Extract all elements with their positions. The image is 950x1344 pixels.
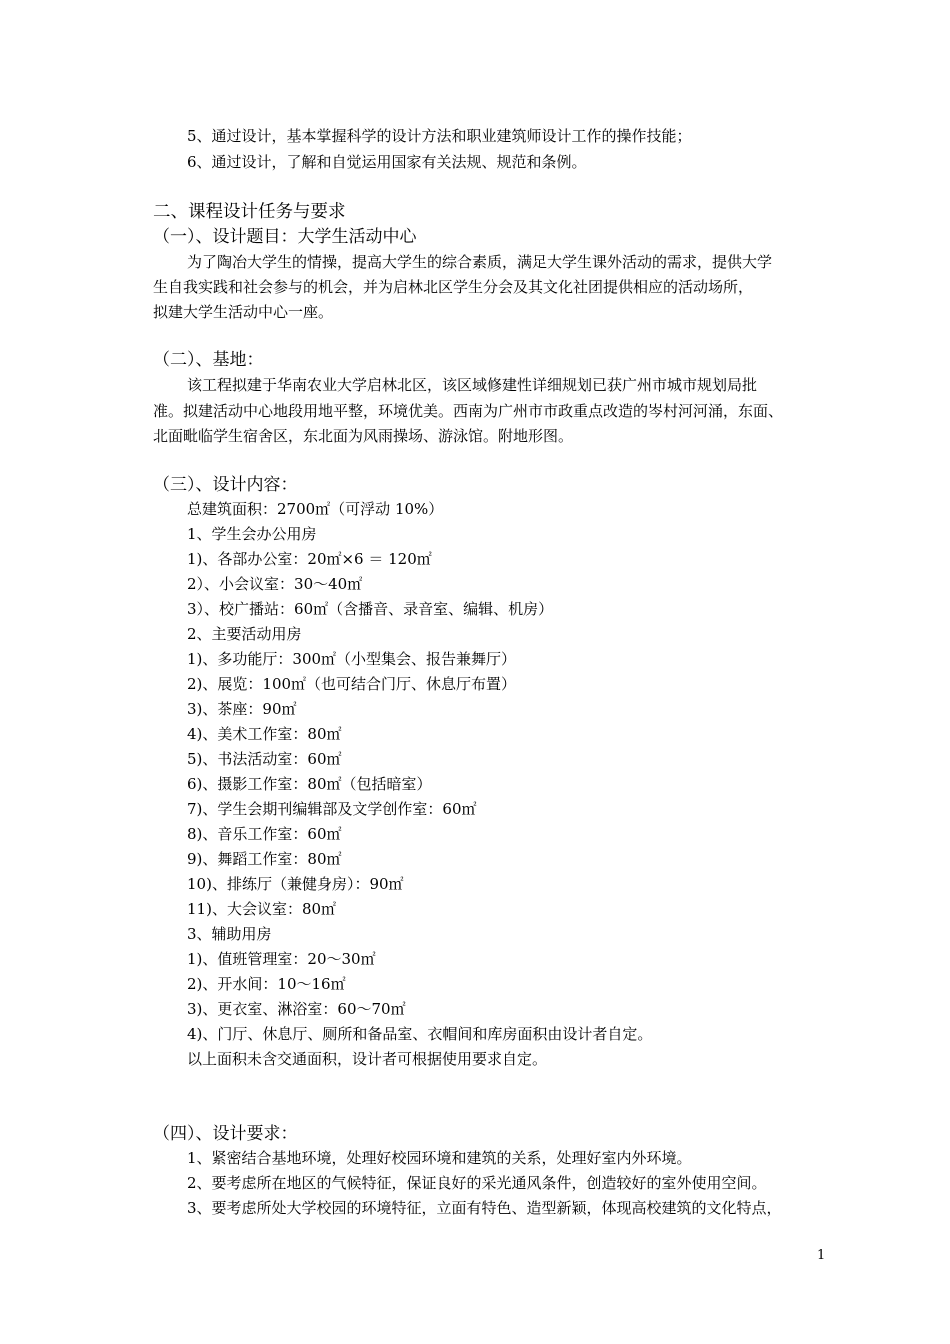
content-line: 总建筑面积：2700㎡（可浮动 10%） xyxy=(187,500,444,518)
requirement-line: 3、要考虑所处大学校园的环境特征，立面有特色、造型新颖，体现高校建筑的文化特点， xyxy=(187,1199,782,1217)
content-line: 1)、多功能厅：300㎡（小型集会、报告兼舞厅） xyxy=(187,650,517,668)
paragraph-line: 生自我实践和社会参与的机会，并为启林北区学生分会及其文化社团提供相应的活动场所， xyxy=(153,278,754,296)
content-line: 5)、书法活动室：60㎡ xyxy=(187,750,342,768)
intro-item-5: 5、通过设计，基本掌握科学的设计方法和职业建筑师设计工作的操作技能； xyxy=(187,127,692,145)
paragraph-line: 拟建大学生活动中心一座。 xyxy=(153,303,334,321)
content-line: 3)、茶座：90㎡ xyxy=(187,700,297,718)
content-line: 3）、校广播站：60㎡（含播音、录音室、编辑、机房） xyxy=(187,600,554,618)
content-line: 3)、更衣室、淋浴室：60～70㎡ xyxy=(187,1000,406,1018)
content-line: 1)、各部办公室：20㎡×6 ＝ 120㎡ xyxy=(187,550,432,568)
content-line: 11)、大会议室：80㎡ xyxy=(187,900,337,918)
content-line: 4)、美术工作室：80㎡ xyxy=(187,725,342,743)
content-line: 6)、摄影工作室：80㎡（包括暗室） xyxy=(187,775,432,793)
requirement-line: 2、要考虑所在地区的气候特征，保证良好的采光通风条件，创造较好的室外使用空间。 xyxy=(187,1174,767,1192)
subsection-heading-2: （二）、基地： xyxy=(153,350,264,370)
content-line: 8)、音乐工作室：60㎡ xyxy=(187,825,342,843)
content-line: 2）、小会议室：30～40㎡ xyxy=(187,575,363,593)
content-line: 4)、门厅、休息厅、厕所和备品室、衣帽间和库房面积由设计者自定。 xyxy=(187,1025,653,1043)
paragraph-line: 该工程拟建于华南农业大学启林北区，该区域修建性详细规划已获广州市城市规划局批 xyxy=(187,376,758,394)
requirement-line: 1、紧密结合基地环境，处理好校园环境和建筑的关系，处理好室内外环境。 xyxy=(187,1149,692,1167)
content-line: 2)、展览：100㎡（也可结合门厅、休息厅布置） xyxy=(187,675,517,693)
paragraph-line: 北面毗临学生宿舍区，东北面为风雨操场、游泳馆。附地形图。 xyxy=(153,427,574,445)
content-line: 2)、开水间：10～16㎡ xyxy=(187,975,346,993)
content-line: 以上面积未含交通面积，设计者可根据使用要求自定。 xyxy=(187,1050,548,1068)
intro-item-6: 6、通过设计，了解和自觉运用国家有关法规、规范和条例。 xyxy=(187,153,587,171)
content-line: 10)、排练厅（兼健身房）：90㎡ xyxy=(187,875,404,893)
paragraph-line: 准。拟建活动中心地段用地平整，环境优美。西南为广州市市政重点改造的岑村河河涌，东面、 xyxy=(153,402,784,420)
page-number: 1 xyxy=(817,1248,826,1263)
section-heading: 二、课程设计任务与要求 xyxy=(153,202,346,222)
content-line: 3、辅助用房 xyxy=(187,925,272,943)
content-line: 1、学生会办公用房 xyxy=(187,525,317,543)
subsection-heading-3: （三）、设计内容： xyxy=(153,475,298,495)
content-line: 1)、值班管理室：20～30㎡ xyxy=(187,950,376,968)
subsection-heading-1: （一）、设计题目：大学生活动中心 xyxy=(153,227,417,247)
paragraph-line: 为了陶冶大学生的情操，提高大学生的综合素质，满足大学生课外活动的需求，提供大学 xyxy=(187,253,773,271)
content-line: 2、主要活动用房 xyxy=(187,625,302,643)
content-line: 7)、学生会期刊编辑部及文学创作室：60㎡ xyxy=(187,800,477,818)
subsection-heading-4: （四）、设计要求： xyxy=(153,1124,298,1144)
content-line: 9)、舞蹈工作室：80㎡ xyxy=(187,850,342,868)
